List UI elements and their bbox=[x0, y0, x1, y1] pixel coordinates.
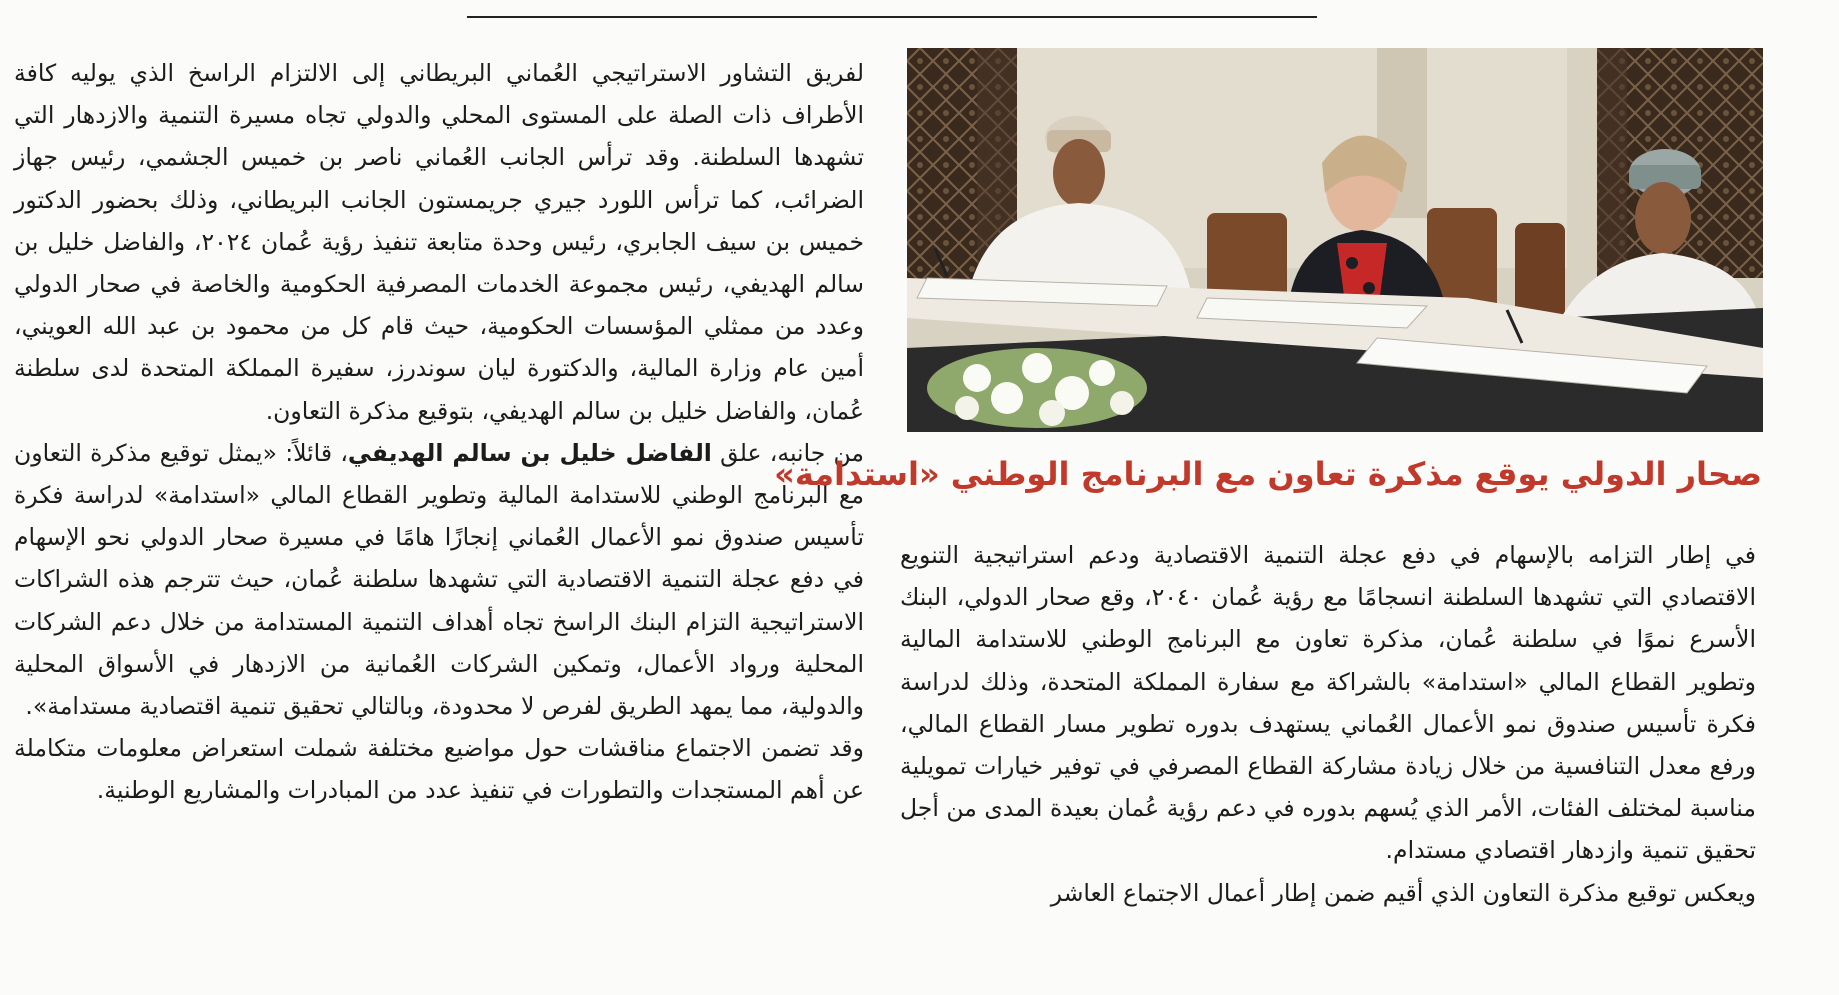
signing-ceremony-illustration bbox=[907, 48, 1763, 432]
left-paragraph-2-rest: ، قائلاً: «يمثل توقيع مذكرة التعاون مع البرنامج الوطني للاستدامة المالية وتطوير القطاع المالي «استدامة» لدراسة فكرة تأسيس صندوق نمو الأعمال العُماني إنجازًا هامًا في مسيرة صحار الدولي نحو الإسهام في دفع عجلة التنمية الاقتصادية التي تشهدها سلطنة عُمان، حيث تترجم هذه الشراكات الاستراتيجية التزام البنك الراسخ تجاه أهداف التنمية المستدامة من خلال دعم الشركات المحلية ورواد الأعمال، وتمكين الشركات العُمانية من الازدهار في الأسواق المحلية والدولية، مما يمهد الطريق لفرص لا محدودة، وبالتالي تحقيق تنمية اقتصادية مستدامة». bbox=[14, 438, 864, 721]
left-paragraph-2 bbox=[14, 432, 864, 727]
article-column-right bbox=[900, 534, 1756, 914]
left-paragraph-1: لفريق التشاور الاستراتيجي العُماني البريطاني إلى الالتزام الراسخ الذي يوليه كافة الأطراف ذات الصلة على المستوى المحلي والدولي تجاه مسيرة التنمية والازدهار التي تشهدها السلطنة. وقد ترأس الجانب العُماني ناصر بن خميس الجشمي، رئيس جهاز الضرائب، كما ترأس اللورد جيري جريمستون الجانب البريطاني، وذلك بحضور الدكتور خميس بن سيف الجابري، رئيس وحدة متابعة تنفيذ رؤية عُمان ٢٠٢٤، والفاضل خليل بن سالم الهديفي، رئيس مجموعة الخدمات المصرفية الحكومية والخاصة في صحار الدولي وعدد من ممثلي المؤسسات الحكومية، حيث قام كل من محمود بن عبد الله العويني، أمين عام وزارة المالية، والدكتورة ليان سوندرز، سفيرة المملكة المتحدة لدى سلطنة عُمان، والفاضل خليل بن سالم الهديفي، بتوقيع مذكرة التعاون. bbox=[14, 59, 864, 425]
right-paragraph-2: ويعكس توقيع مذكرة التعاون الذي أقيم ضمن إطار أعمال الاجتماع العاشر bbox=[1050, 878, 1756, 907]
left-paragraph-2-prefix: من جانبه، علق bbox=[711, 438, 864, 467]
top-rule bbox=[467, 16, 1317, 18]
article-column-left bbox=[14, 52, 864, 812]
left-paragraph-3: وقد تضمن الاجتماع مناقشات حول مواضيع مختلفة شملت استعراض معلومات متكاملة عن أهم المستجدات والتطورات في تنفيذ عدد من المبادرات والمشاريع الوطنية. bbox=[14, 734, 864, 805]
quoted-person-name: الفاضل خليل بن سالم الهديفي bbox=[347, 438, 712, 467]
signing-ceremony-photo bbox=[907, 48, 1763, 432]
right-paragraph-1: في إطار التزامه بالإسهام في دفع عجلة التنمية الاقتصادية ودعم استراتيجية التنويع الاقتصادي التي تشهدها السلطنة انسجامًا مع رؤية عُمان ٢٠٤٠، وقع صحار الدولي، البنك الأسرع نموًا في سلطنة عُمان، مذكرة تعاون مع البرنامج الوطني للاستدامة المالية وتطوير القطاع المالي «استدامة» بالشراكة مع سفارة المملكة المتحدة، وذلك لدراسة فكرة تأسيس صندوق نمو الأعمال العُماني يستهدف بدوره تطوير مسار القطاع المالي، ورفع معدل التنافسية من خلال زيادة مشاركة القطاع المصرفي في توفير خيارات تمويلية مناسبة لمختلف الفئات، الأمر الذي يُسهم بدوره في دعم رؤية عُمان بعيدة المدى من أجل تحقيق تنمية وازدهار اقتصادي مستدام. bbox=[900, 541, 1756, 865]
article-headline: صحار الدولي يوقع مذكرة تعاون مع البرنامج الوطني «استدامة» bbox=[774, 455, 1762, 493]
